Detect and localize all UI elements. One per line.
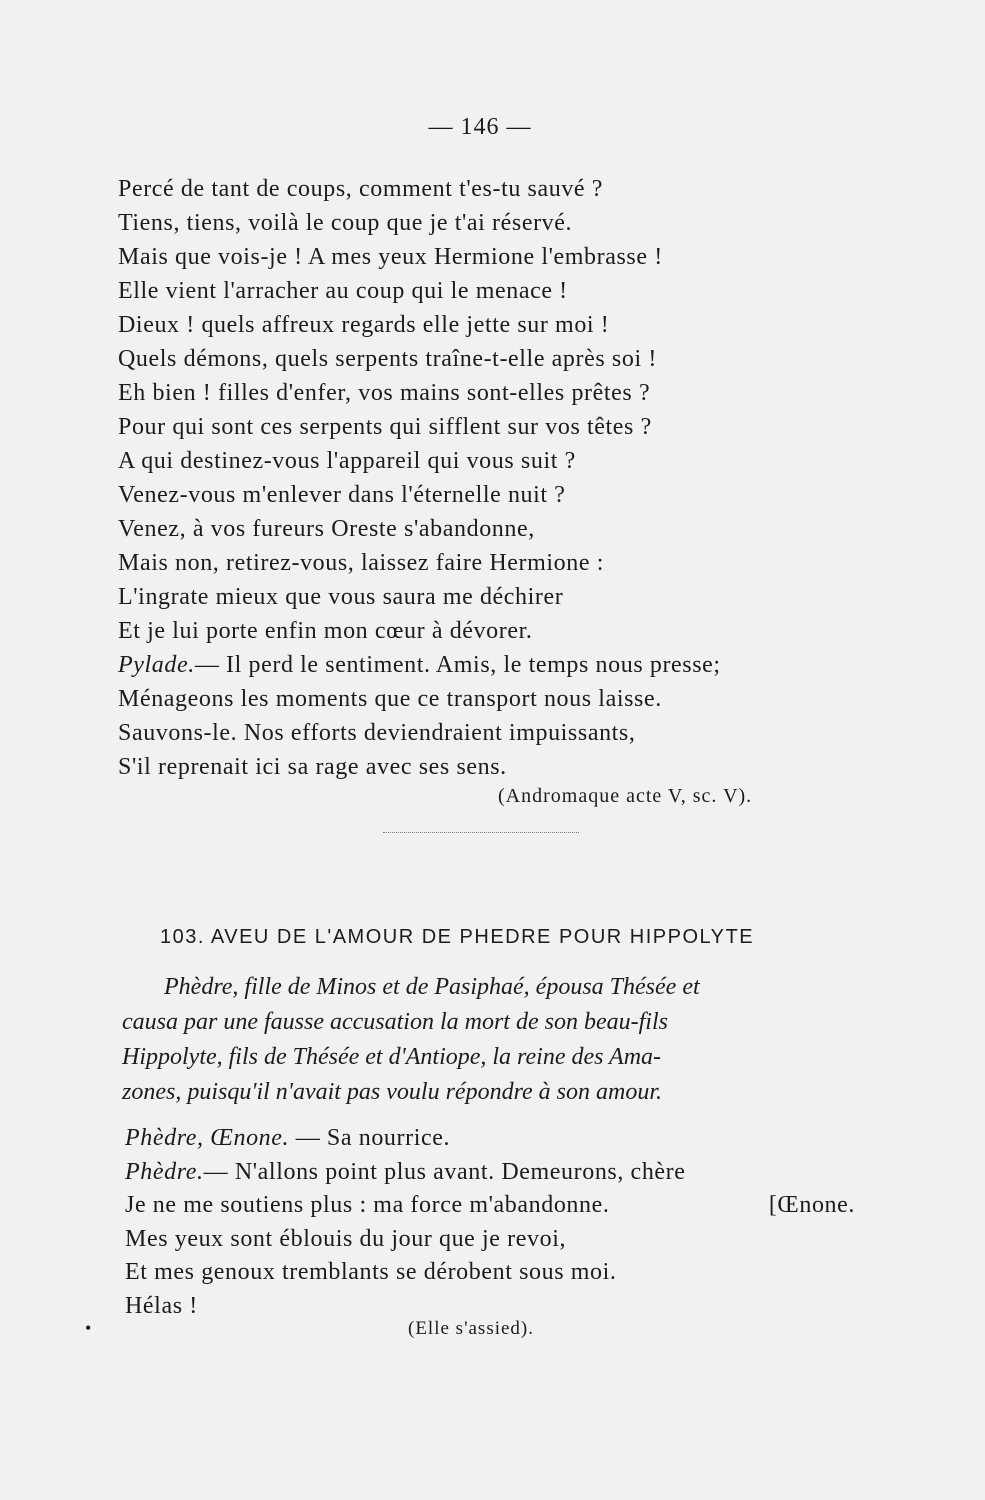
verse-line: Dieux ! quels affreux regards elle jette sur moi ! [118,312,610,338]
verse-aside: [Œnone. [768,1192,855,1218]
verse-line: Ménageons les moments que ce transport nous laisse. [118,686,662,712]
stage-direction: (Elle s'assied). [408,1318,535,1339]
section-heading: 103. AVEU DE L'AMOUR DE PHEDRE POUR HIPPOLYTE [160,926,755,948]
verse-line: Mais que vois-je ! A mes yeux Hermione l'embrasse ! [118,244,663,270]
verse-text: — Il perd le sentiment. Amis, le temps nous presse; [194,652,721,678]
margin-bullet: • [85,1318,92,1338]
intro-line: Hippolyte, fils de Thésée et d'Antiope, la reine des Ama- [122,1044,662,1070]
verse-line: Sauvons-le. Nos efforts deviendraient impuissants, [118,720,636,746]
verse-line: Quels démons, quels serpents traîne-t-elle après soi ! [118,346,657,372]
verse-line: Et mes genoux tremblants se dérobent sous moi. [125,1259,617,1285]
intro-paragraph [122,970,846,1110]
intro-line: Phèdre, fille de Minos et de Pasiphaé, épousa Thésée et [164,974,700,1000]
verse-line: L'ingrate mieux que vous saura me déchirer [118,584,564,610]
verse-line: S'il reprenait ici sa rage avec ses sens. [118,754,507,780]
speaker-name: Pylade. [118,652,195,678]
verse-line: Tiens, tiens, voilà le coup que je t'ai réservé. [118,210,573,236]
verse-line: Mes yeux sont éblouis du jour que je revoi, [125,1225,567,1252]
verse-line [125,1189,855,1223]
speaker-name: Phèdre. [125,1158,204,1185]
verse-line: Venez, à vos fureurs Oreste s'abandonne, [118,516,535,542]
character-description: — Sa nourrice. [295,1125,451,1151]
characters-line [125,1122,855,1156]
page-number: — 146 — [428,114,532,140]
intro-line: zones, puisqu'il n'avait pas voulu répondre à son amour. [122,1079,663,1105]
verse-text: — N'allons point plus avant. Demeurons, chère [203,1158,686,1185]
verse-line: Et je lui porte enfin mon cœur à dévorer. [118,618,533,644]
verse-block-phedre [125,1122,855,1323]
verse-line: A qui destinez-vous l'appareil qui vous suit ? [118,448,576,474]
verse-line: Mais non, retirez-vous, laissez faire Hermione : [118,550,604,576]
verse-text: Je ne me soutiens plus : ma force m'abandonne. [125,1192,610,1218]
verse-block-andromaque [118,172,838,784]
verse-line: Elle vient l'arracher au coup qui le menace ! [118,278,568,304]
verse-line-phedre [125,1156,855,1190]
character-names: Phèdre, Œnone. [125,1125,290,1151]
citation: (Andromaque acte V, sc. V). [498,785,753,807]
verse-line: Hélas ! [125,1292,198,1319]
separator-rule [383,832,579,833]
intro-line: causa par une fausse accusation la mort de son beau-fils [122,1009,668,1035]
verse-line-pylade [118,648,838,682]
verse-line: Venez-vous m'enlever dans l'éternelle nuit ? [118,482,566,508]
verse-line: Pour qui sont ces serpents qui sifflent sur vos têtes ? [118,414,652,440]
verse-line: Eh bien ! filles d'enfer, vos mains sont-elles prêtes ? [118,380,651,406]
verse-line: Percé de tant de coups, comment t'es-tu sauvé ? [118,176,604,202]
